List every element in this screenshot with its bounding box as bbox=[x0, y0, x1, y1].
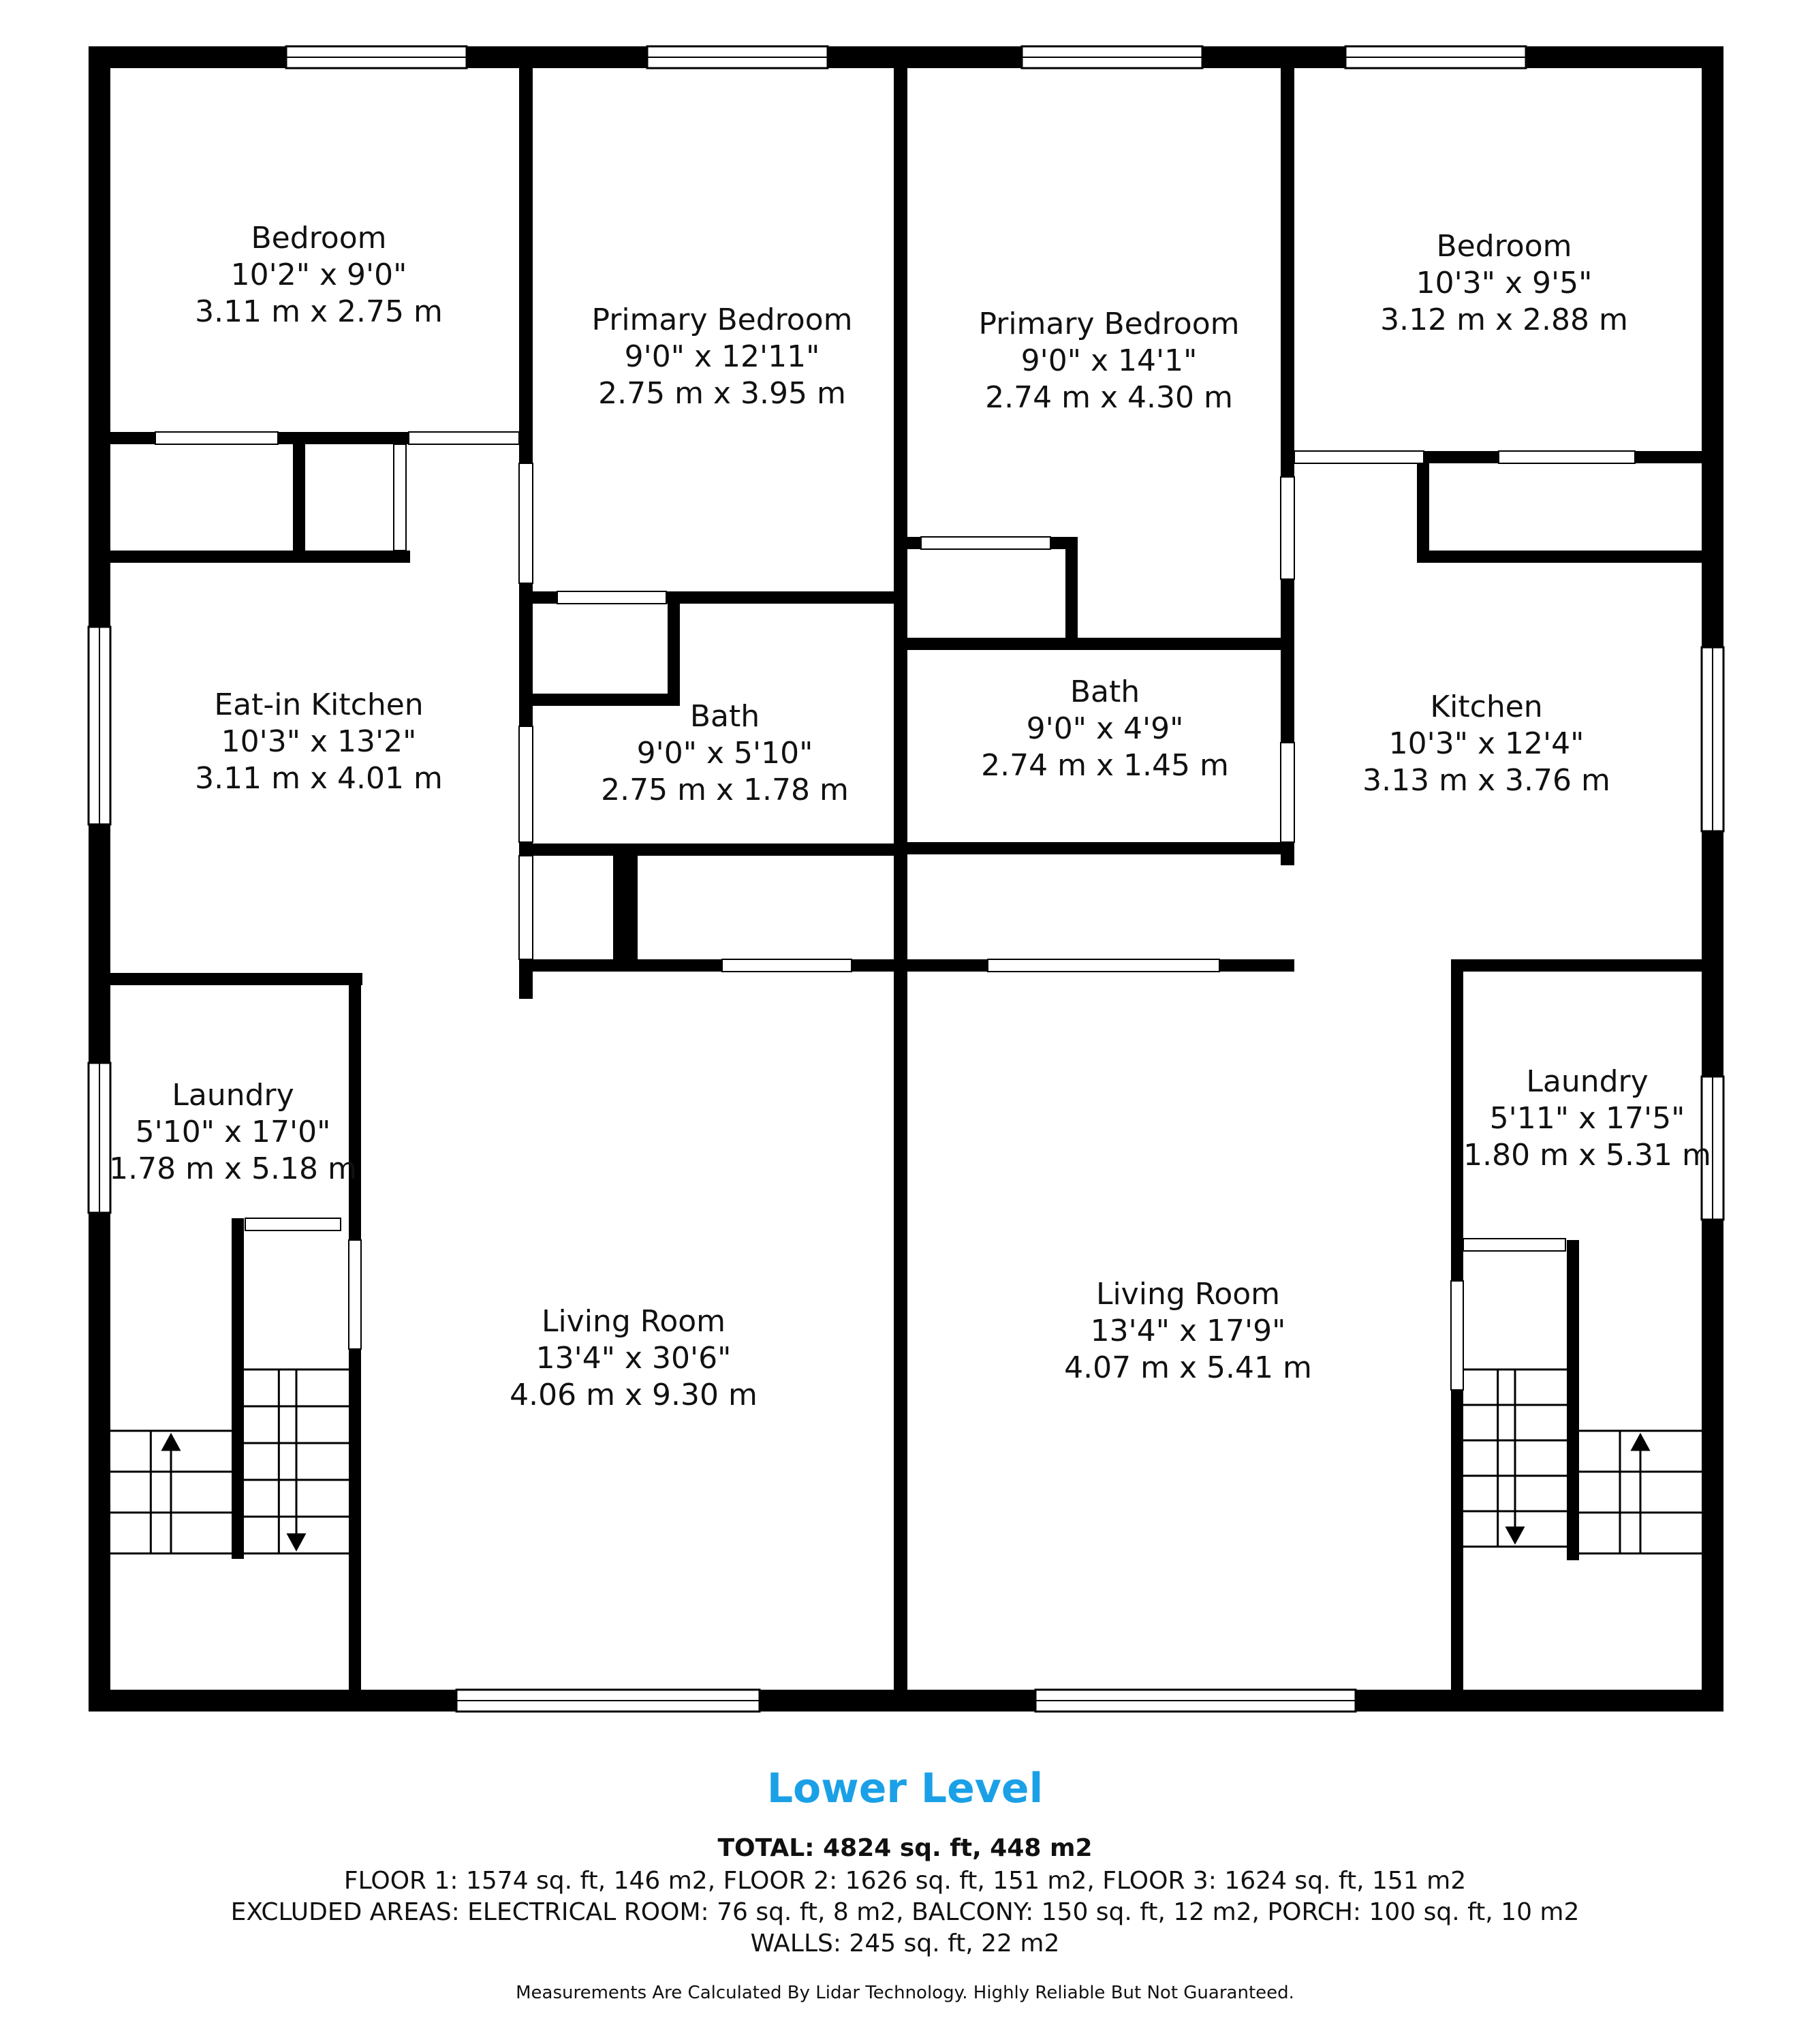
room-label-primary-bedroom-left bbox=[591, 303, 852, 411]
room-imperial: 13'4" x 17'9" bbox=[1090, 1314, 1286, 1348]
room-imperial: 9'0" x 14'1" bbox=[1020, 343, 1198, 378]
stair-arrow-head bbox=[163, 1435, 179, 1450]
floor-areas: FLOOR 1: 1574 sq. ft, 146 m2, FLOOR 2: 1626 sq. ft, 151 m2, FLOOR 3: 1624 sq. ft, 151 m2 bbox=[343, 1867, 1467, 1895]
room-metric: 2.74 m x 4.30 m bbox=[985, 380, 1233, 415]
door-opening bbox=[394, 444, 406, 551]
room-label-living-room-right bbox=[1064, 1277, 1312, 1385]
room-name: Bath bbox=[1070, 675, 1140, 709]
room-label-kitchen bbox=[1362, 690, 1610, 798]
room-metric: 2.74 m x 1.45 m bbox=[981, 748, 1229, 783]
room-name: Primary Bedroom bbox=[978, 307, 1240, 341]
door-opening bbox=[349, 1240, 361, 1349]
room-label-bath-right bbox=[981, 675, 1229, 783]
disclaimer: Measurements Are Calculated By Lidar Technology. Highly Reliable But Not Guaranteed. bbox=[516, 1983, 1294, 2003]
wall-segment bbox=[1417, 551, 1717, 563]
door-opening bbox=[409, 432, 519, 444]
wall-segment bbox=[907, 638, 1281, 650]
room-name: Living Room bbox=[1095, 1277, 1281, 1312]
wall-segment bbox=[1702, 46, 1723, 1712]
wall-segment bbox=[613, 856, 625, 972]
wall-segment bbox=[1451, 959, 1717, 972]
room-label-living-room-left bbox=[510, 1304, 758, 1412]
wall-segment bbox=[533, 694, 668, 706]
room-name: Bath bbox=[689, 699, 760, 734]
excluded-areas: EXCLUDED AREAS: ELECTRICAL ROOM: 76 sq. ft, 8 m2, BALCONY: 150 sq. ft, 12 m2, PORCH: 100 sq. ft, 10 m2 bbox=[230, 1898, 1580, 1926]
door-opening bbox=[519, 726, 533, 842]
room-metric: 4.06 m x 9.30 m bbox=[510, 1378, 758, 1412]
room-imperial: 5'11" x 17'5" bbox=[1489, 1101, 1685, 1136]
door-opening bbox=[1451, 1281, 1463, 1390]
wall-segment bbox=[1281, 61, 1294, 477]
wall-segment bbox=[519, 61, 533, 463]
door-opening bbox=[519, 463, 533, 583]
room-imperial: 9'0" x 4'9" bbox=[1026, 711, 1184, 746]
level-title: Lower Level bbox=[766, 1765, 1044, 1812]
door-opening bbox=[519, 856, 533, 959]
wall-segment bbox=[1417, 463, 1429, 560]
room-metric: 1.80 m x 5.31 m bbox=[1463, 1138, 1711, 1173]
wall-segment bbox=[668, 604, 680, 706]
wall-segment bbox=[894, 61, 907, 1697]
wall-segment bbox=[1065, 537, 1078, 640]
door-opening bbox=[921, 537, 1050, 549]
total-area: TOTAL: 4824 sq. ft, 448 m2 bbox=[717, 1834, 1093, 1862]
stair-arrow-head bbox=[288, 1534, 305, 1549]
stair-arrow-head bbox=[1507, 1528, 1523, 1543]
wall-segment bbox=[104, 551, 410, 563]
room-label-laundry-right bbox=[1463, 1064, 1711, 1173]
door-opening bbox=[988, 959, 1219, 972]
room-label-laundry-left bbox=[109, 1078, 357, 1186]
room-imperial: 10'3" x 12'4" bbox=[1388, 726, 1585, 761]
walls-area: WALLS: 245 sq. ft, 22 m2 bbox=[750, 1930, 1060, 1957]
door-opening bbox=[245, 1218, 341, 1230]
room-imperial: 13'4" x 30'6" bbox=[535, 1341, 732, 1376]
door-opening bbox=[1281, 477, 1294, 579]
room-metric: 3.12 m x 2.88 m bbox=[1380, 303, 1628, 337]
wall-segment bbox=[232, 1218, 244, 1559]
wall-segment bbox=[533, 843, 894, 856]
room-imperial: 5'10" x 17'0" bbox=[135, 1115, 331, 1149]
room-imperial: 10'3" x 9'5" bbox=[1416, 266, 1593, 300]
room-metric: 3.11 m x 4.01 m bbox=[195, 761, 443, 796]
room-metric: 1.78 m x 5.18 m bbox=[109, 1151, 357, 1186]
door-opening bbox=[1294, 451, 1424, 463]
room-label-bedroom-right bbox=[1380, 229, 1628, 337]
room-metric: 4.07 m x 5.41 m bbox=[1064, 1350, 1312, 1385]
door-opening bbox=[1281, 743, 1294, 842]
room-imperial: 9'0" x 12'11" bbox=[624, 339, 820, 374]
room-name: Bedroom bbox=[251, 221, 387, 256]
wall-segment bbox=[907, 842, 1294, 854]
room-label-bath-left bbox=[601, 699, 849, 807]
door-opening bbox=[155, 432, 278, 444]
room-name: Laundry bbox=[1526, 1064, 1649, 1099]
door-opening bbox=[1463, 1239, 1565, 1251]
room-metric: 3.13 m x 3.76 m bbox=[1362, 763, 1610, 798]
room-name: Eat-in Kitchen bbox=[214, 687, 424, 722]
room-name: Kitchen bbox=[1430, 690, 1543, 724]
room-imperial: 9'0" x 5'10" bbox=[636, 736, 813, 771]
room-metric: 2.75 m x 1.78 m bbox=[601, 773, 849, 807]
door-opening bbox=[1499, 451, 1635, 463]
room-imperial: 10'2" x 9'0" bbox=[230, 258, 407, 292]
wall-segment bbox=[293, 444, 305, 556]
room-label-eat-in-kitchen bbox=[195, 687, 443, 796]
door-opening bbox=[557, 591, 666, 604]
wall-segment bbox=[1567, 1240, 1579, 1560]
room-imperial: 10'3" x 13'2" bbox=[221, 724, 417, 759]
room-name: Primary Bedroom bbox=[591, 303, 853, 337]
room-name: Bedroom bbox=[1436, 229, 1572, 264]
room-metric: 3.11 m x 2.75 m bbox=[195, 294, 443, 329]
room-name: Living Room bbox=[541, 1304, 726, 1339]
room-label-primary-bedroom-right bbox=[978, 307, 1239, 415]
room-metric: 2.75 m x 3.95 m bbox=[598, 376, 846, 411]
wall-segment bbox=[104, 973, 362, 985]
wall-segment bbox=[625, 856, 638, 972]
wall-segment bbox=[89, 46, 110, 1712]
door-opening bbox=[722, 959, 852, 972]
room-label-bedroom-left bbox=[195, 221, 443, 329]
room-name: Laundry bbox=[172, 1078, 294, 1113]
stair-arrow-head bbox=[1632, 1435, 1649, 1450]
